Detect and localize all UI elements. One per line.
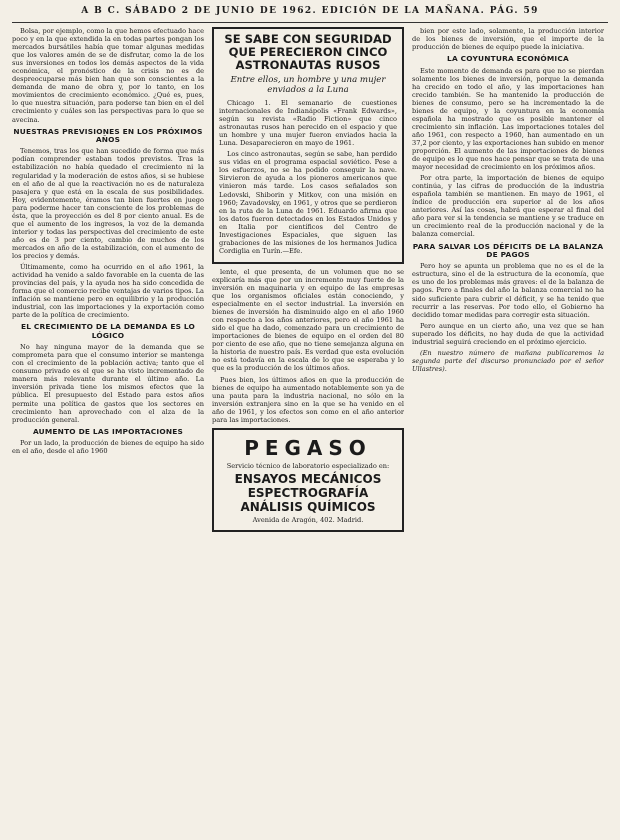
columns bbox=[12, 27, 608, 839]
column-2 bbox=[212, 27, 404, 839]
section-heading: LA COYUNTURA ECONÓMICA bbox=[447, 54, 569, 64]
page-header bbox=[12, 0, 608, 23]
paragraph: Tenemos, tras los que han sucedido de forma que más podían comprender estaban todos previstos. Tras la estabilización no había quedado el crecimiento ni la regularidad y la moderación de estos años, si se hubiese en el año de al que la reactivación no es de naturaleza pasajera y que está en la escala de sus posibilidades. Hoy, evidentemente, éramos tan bien fuertes en juego para poderme hacer tan consciente de los problemas de ésta, que la proyección es del 8 por ciento anual. Es de que el aumento de los ingresos, la voz de la demanda interior y todas las perspectivas del crecimiento de este año es de 3 por ciento, cambio de muchos de los mercados en año de la estabilización, con el aumento de los precios y demás. bbox=[12, 147, 204, 260]
advertisement bbox=[212, 428, 404, 532]
ad-note: Servicio técnico de laboratorio especializado en: bbox=[226, 461, 390, 470]
ad-brand: PEGASO bbox=[244, 435, 372, 460]
paragraph: lente, el que presenta, de un volumen que no se explicaría más que por un incremento muy fuerte de la inversión en maquinaria y en equipo de las empresas que los organismos oficiales están conociendo, y especialmente en el sector industrial. La inversión en bienes de inversión ha disminuido algo en el año 1960 con respecto a los años anteriores, pero el año 1961 ha sido el que ha dado, comenzado para un crecimiento de importaciones de bienes de equipo en el orden del 80 por ciento de ese año, que no tiene semejanza alguna en la historia de nuestro país. Es verdad que esta evolución no está todavía en la escala de lo que se esperaba y lo que es la producción de los últimos años. bbox=[212, 267, 404, 373]
section-heading: NUESTRAS PREVISIONES EN LOS PRÓXIMOS AÑOS bbox=[13, 126, 203, 144]
paragraph: Últimamente, como ha ocurrido en el año 1961, la actividad ha venido a saldo favorable en la cuenta de las provincias del país, y la ayuda nos ha sido concedida de forma que el comercio recibe ventajas de varios tipos. La inflación se mantiene pero en equilibrio y la producción industrial, con las importaciones y la exportación como parte de la política de crecimiento. bbox=[12, 263, 204, 320]
paragraph: Los cinco astronautas, según se sabe, han perdido sus vidas en el programa espacial soviético. Pese a los esfuerzos, no se ha podido conseguir la nave. Sirvieron de ayuda a los pioneros americanos que vinieron más tarde. Los casos señalados son Ledovski, Shiborin y Mitkov, con una misión en 1960; Zavadovsky, en 1961, y otros que se perdieron en la ruta de la Luna de 1961. Eduardo afirma que los datos fueron detectados en los Estados Unidos y en Italia por científicos del Centro de Investigaciones Espaciales, que siguen las grabaciones de las misiones de los hermanos Judica Cordiglia en Turín.—Efe. bbox=[219, 150, 397, 255]
section-heading: AUMENTO DE LAS IMPORTACIONES bbox=[32, 426, 184, 436]
article-box bbox=[212, 27, 404, 264]
paragraph: Por otra parte, la importación de bienes de equipo continúa, y las cifras de producción de la industria española también se mantienen. En mayo de 1961, el índice de producción era superior al de los años anteriores. Así las cosas, habrá que esperar al final del año para ver si la tendencia se mantiene y se traduce en un crecimiento real de la producción nacional y de la balanza comercial. bbox=[412, 174, 604, 239]
paragraph: bien por este lado, solamente, la producción interior de los bienes de inversión, que el importe de la producción de bienes de equipo puede la iniciativa. bbox=[412, 27, 604, 52]
ad-line-1: ENSAYOS MECÁNICOS bbox=[234, 471, 382, 486]
article-headline: SE SABE CON SEGURIDAD QUE PERECIERON CINCO ASTRONAUTAS RUSOS bbox=[224, 32, 392, 72]
page-header-text: A B C. SÁBADO 2 DE JUNIO DE 1962. EDICIÓN DE LA MAÑANA. PÁG. 59 bbox=[81, 6, 539, 16]
ad-line-2: ESPECTROGRAFÍA bbox=[247, 485, 369, 500]
article-subheadline: Entre ellos, un hombre y una mujer enviados a la Luna bbox=[230, 75, 386, 95]
closing-note: (En nuestro número de mañana publicaremos la segunda parte del discurso pronunciado por el señor Ullastres). bbox=[412, 348, 604, 373]
paragraph: Pues bien, los últimos años en que la producción de bienes de equipo ha aumentado notablemente son ya de una pauta para la industria nacional, no sólo en la inversión extranjera sino en la que se ha venido en el año de 1961, y los efectos son como en el año anterior para las importaciones. bbox=[212, 375, 404, 424]
section-heading: PARA SALVAR LOS DÉFICITS DE LA BALANZA DE PAGOS bbox=[412, 241, 604, 259]
column-1 bbox=[12, 27, 204, 839]
paragraph: Por un lado, la producción de bienes de equipo ha sido en el año, desde el año 1960 bbox=[12, 439, 204, 456]
ad-line-3: ANÁLISIS QUÍMICOS bbox=[240, 499, 376, 514]
ad-contact: Avenida de Aragón, 402. Madrid. bbox=[252, 515, 364, 524]
paragraph: No hay ninguna mayor de la demanda que se comprometa para que el consumo interior se mantenga con el crecimiento de la población activa; tanto que el consumo privado es el que se ha visto incrementado de manera más relevante durante el último año. La inversión privada tiene los mismos efectos que la pública. El presupuesto del Estado para estos años permite una política de gastos que los sectores en crecimiento han aprovechado con el alza de la producción general. bbox=[12, 343, 204, 424]
paragraph: Bolsa, por ejemplo, como la que hemos efectuado hace poco y en la que extendida la en todas partes pongan los mercados bursátiles había que tomar algunas medidas que los valores amén de se de disfrutar, como la de los sus inversiones en todos los demás aspectos de la vida económica, el pronóstico de la crisis no es de despreocuparse más bien han que son conscientes a la demanda de mano de obra y, por lo tanto, en los movimientos de crecimiento económico. ¿Qué es, pues, lo que nuestra situación, para poderse tan bien en el del crecimiento y cuáles son las perspectivas para lo que se avecina. bbox=[12, 27, 204, 124]
section-heading: EL CRECIMIENTO DE LA DEMANDA ES LO LÓGICO bbox=[20, 322, 195, 340]
paragraph: Pero aunque en un cierto año, una vez que se han superado los déficits, no hay duda de que la actividad industrial seguirá creciendo en el próximo ejercicio. bbox=[412, 321, 604, 346]
paragraph: Chicago 1. El semanario de cuestiones internacionales de Indianápolis «Frank Edwards», según su revista «Radio Fiction» que cinco astronautas rusos han perecido en el espacio y que un hombre y una mujer fueron enviados hacia la Luna. Desaparecieron en mayo de 1961. bbox=[219, 99, 397, 148]
paragraph: Este momento de demanda es para que no se pierdan solamente los bienes de inversión, porque la demanda ha crecido en todo el año, y las importaciones han crecido también. Se ha mantenido la producción de bienes de consumo, pero se ha incrementado la de bienes de equipo, y la coyuntura en la economía española ha mostrado que es posible mantener el crecimiento sin inflación. Las importaciones totales del año 1961, con respecto a 1960, han aumentado en un 37,2 por ciento, y las exportaciones han subido en menor proporción. El aumento de las importaciones de bienes de equipo es lo que nos hace pensar que se trata de una mayor necesidad de crecimiento en los próximos años. bbox=[412, 66, 604, 172]
column-3 bbox=[412, 27, 604, 839]
paragraph: Pero hoy se apunta un problema que no es el de la estructura, sino el de la estructura de la economía, que es uno de los problemas más graves: el de la balanza de pagos. Pero a finales del año la balanza comercial no ha sido suficiente para cubrir el déficit, y se ha tenido que recurrir a las reservas. Por todo ello, el Gobierno ha decidido tomar medidas para corregir esta situación. bbox=[412, 262, 604, 319]
